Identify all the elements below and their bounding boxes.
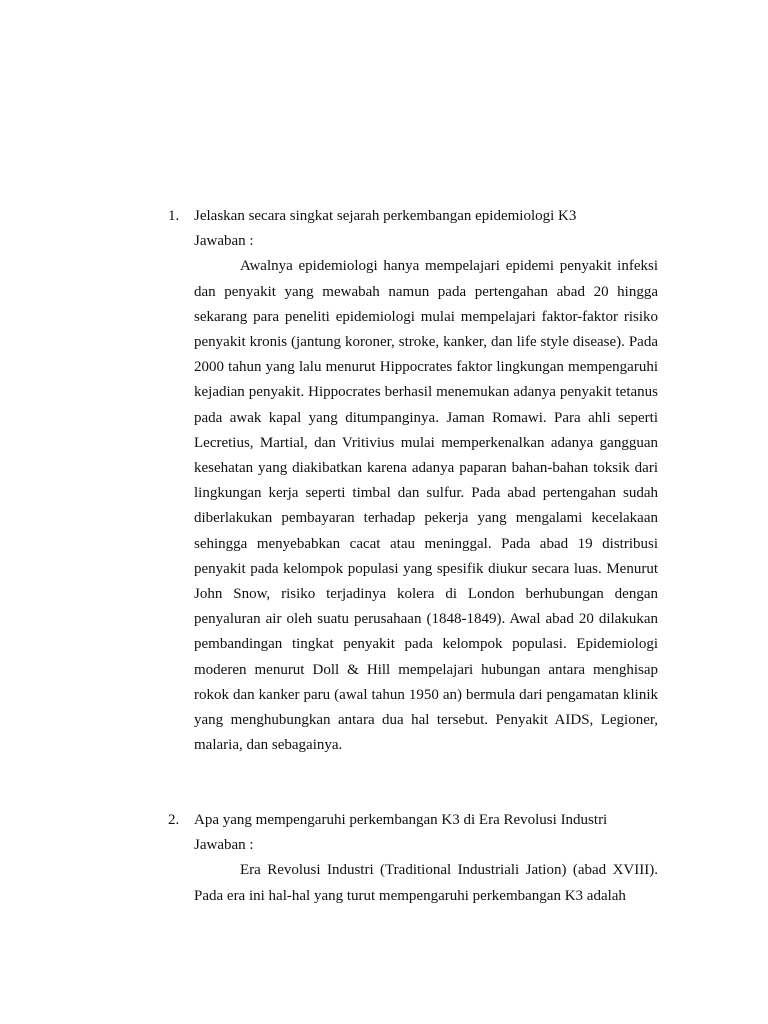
question-text: Jelaskan secara singkat sejarah perkembangan epidemiologi K3 bbox=[194, 208, 577, 224]
answer-label: Jawaban : bbox=[194, 837, 254, 854]
answer-text: Era Revolusi Industri (Traditional Industriali Jation) (abad XVIII). Pada era ini hal-hal yang turut mempengaruhi perkembangan K3 adalah bbox=[194, 862, 658, 904]
answer-label: Jawaban : bbox=[194, 233, 254, 250]
answer-text: Awalnya epidemiologi hanya mempelajari epidemi penyakit infeksi dan penyakit yang mewabah namun pada pertengahan abad 20 hingga sekarang para peneliti epidemiologi mulai mempelajari faktor-faktor risiko penyakit kronis (jantung koroner, stroke, kanker, dan life style disease). Pada 2000 tahun yang lalu menurut Hippocrates faktor lingkungan mempengaruhi kejadian penyakit. Hippocrates berhasil menemukan adanya penyakit tetanus pada awak kapal yang ditumpanginya. Jaman Romawi. Para ahli seperti Lecretius, Martial, dan Vritivius mulai memperkenalkan adanya gangguan kesehatan yang diakibatkan karena adanya paparan bahan-bahan toksik dari lingkungan kerja seperti timbal dan sulfur. Pada abad pertengahan sudah diberlakukan pembayaran terhadap pekerja yang mengalami kecelakaan sehingga menyebabkan cacat atau meninggal. Pada abad 19 distribusi penyakit pada kelompok populasi yang spesifik diukur secara luas. Menurut John Snow, risiko terjadinya kolera di London berhubungan dengan penyaluran air oleh suatu perusahaan (1848-1849). Awal abad 20 dilakukan pembandingan tingkat penyakit pada kelompok populasi. Epidemiologi moderen menurut Doll & Hill mempelajari hubungan antara menghisap rokok dan kanker paru (awal tahun 1950 an) bermula dari pengamatan klinik yang menghubungkan antara dua hal tersebut. Penyakit AIDS, Legioner, malaria, dan sebagainya. bbox=[194, 258, 658, 754]
question-number: 1. bbox=[168, 208, 180, 224]
question-1 bbox=[168, 204, 658, 229]
question-2 bbox=[168, 808, 658, 833]
question-item-2 bbox=[168, 808, 658, 909]
question-text: Apa yang mempengaruhi perkembangan K3 di Era Revolusi Industri bbox=[194, 812, 608, 828]
question-item-1 bbox=[168, 204, 658, 758]
question-number: 2. bbox=[168, 812, 180, 828]
